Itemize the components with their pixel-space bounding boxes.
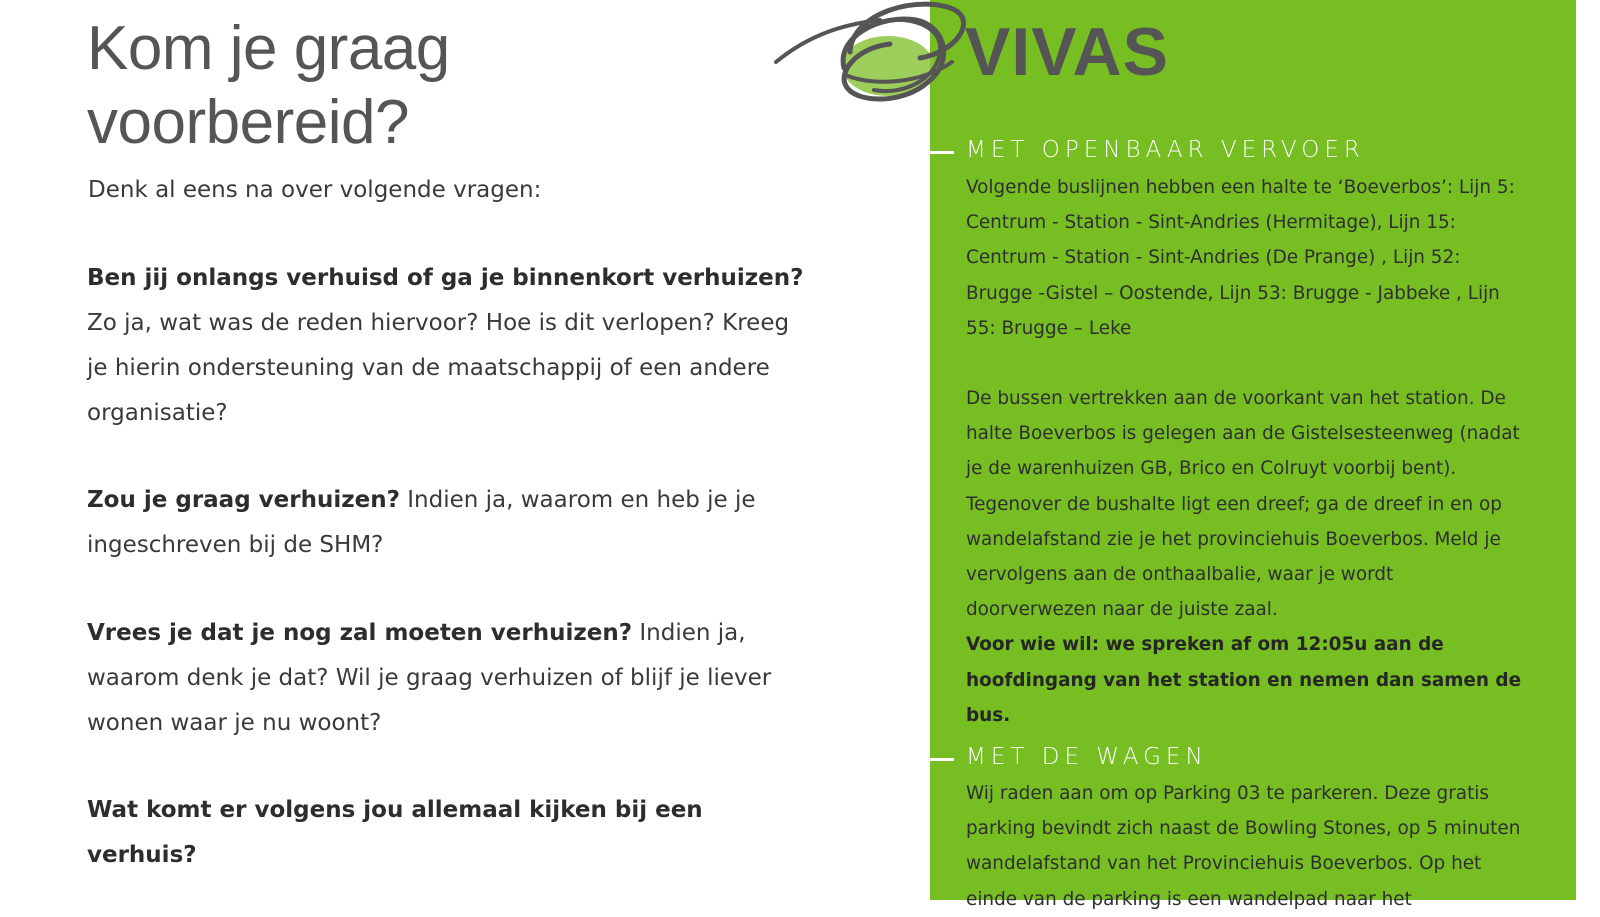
- section-1-paragraph-2-text: De bussen vertrekken aan de voorkant van het station. De halte Boeverbos is gelegen aan de Gistelsesteenweg (nadat je de warenhuizen GB, Brico en Colruyt voorbij bent). Tegenover de bushalte ligt een dreef; ga de dreef in en op wandelafstand zie je het provinciehuis Boeverbos. Meld je vervolgens aan de onthaalbalie, waar je wordt doorverwezen naar de juiste zaal.: [966, 388, 1520, 621]
- section-1-paragraph-2: [966, 381, 1526, 733]
- section-1-bold-note: Voor wie wil: we spreken af om 12:05u aan de hoofdingang van het station en nemen dan samen de bus.: [966, 634, 1522, 726]
- section-1-title: MET OPENBAAR VERVOER: [966, 137, 1365, 163]
- question-3: [87, 611, 807, 746]
- title-line-2: voorbereid?: [87, 88, 409, 157]
- intro-text: Denk al eens na over volgende vragen:: [88, 177, 542, 203]
- section-2-paragraph-1: Wij raden aan om op Parking 03 te parkeren. Deze gratis parking bevindt zich naast de Bowling Stones, op 5 minuten wandelafstand van het Provinciehuis Boeverbos. Op het einde van de parking is een wandelpad naar het: [966, 783, 1521, 910]
- title-line-1: Kom je graag: [87, 14, 450, 83]
- question-4: [87, 788, 807, 878]
- section-2-marker: [930, 758, 954, 761]
- question-1: [87, 256, 807, 436]
- question-1-bold: Ben jij onlangs verhuisd of ga je binnenkort verhuizen?: [87, 265, 804, 291]
- question-2: [87, 478, 807, 568]
- question-1-text: Zo ja, wat was de reden hiervoor? Hoe is dit verlopen? Kreeg je hierin ondersteuning van de maatschappij of een andere organisatie?: [87, 310, 790, 426]
- logo-wordmark: VIVAS: [965, 14, 1170, 90]
- page-title: [87, 12, 450, 160]
- question-2-text: Indien ja, waarom en heb je je ingeschreven bij de SHM?: [87, 487, 756, 558]
- section-1-marker: [930, 151, 954, 154]
- panel-right-margin: [1576, 0, 1600, 900]
- question-2-bold: Zou je graag verhuizen?: [87, 487, 400, 513]
- question-3-bold: Vrees je dat je nog zal moeten verhuizen?: [87, 620, 633, 646]
- question-3-text: Indien ja, waarom denk je dat? Wil je graag verhuizen of blijf je liever wonen waar je nu woont?: [87, 620, 772, 736]
- section-1-paragraph-1: Volgende buslijnen hebben een halte te ‘Boeverbos’: Lijn 5: Centrum - Station - Sint-Andries (Hermitage), Lijn 15: Centrum - Station - Sint-Andries (De Prange) , Lijn 52: Brugge -Gistel – Oostende, Lijn 53: Brugge - Jabbeke , Lijn 55: Brugge – Leke: [966, 177, 1515, 339]
- question-4-bold: Wat komt er volgens jou allemaal kijken bij een verhuis?: [87, 797, 703, 868]
- section-2-title: MET DE WAGEN: [966, 744, 1208, 770]
